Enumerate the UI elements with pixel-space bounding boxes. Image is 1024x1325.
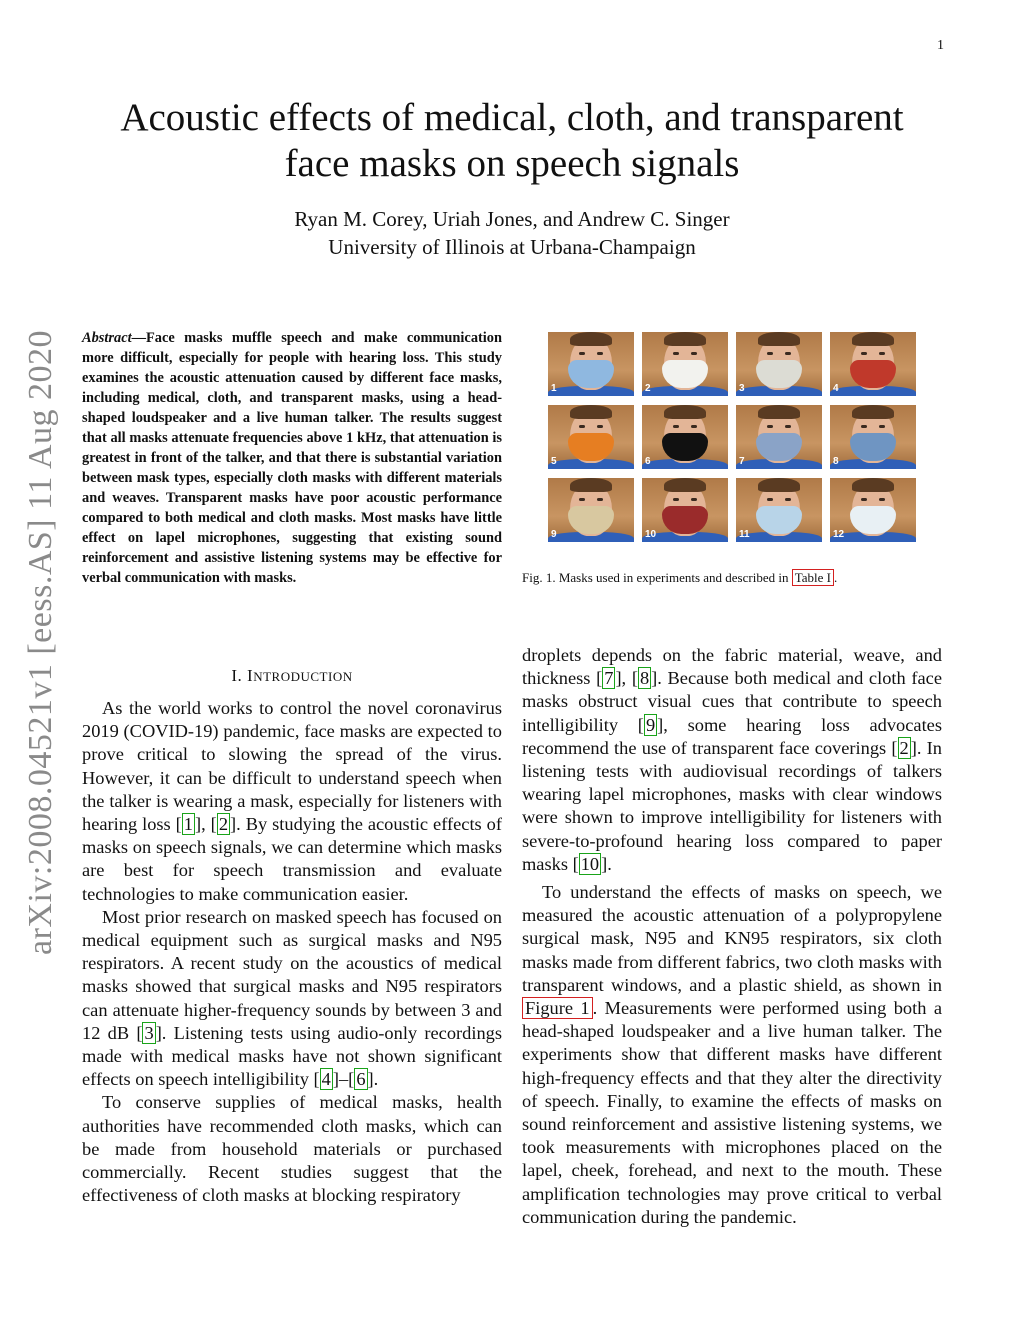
mask-number-label: 4 — [833, 383, 839, 394]
mask-number-label: 7 — [739, 456, 745, 467]
citation-link[interactable]: 4 — [321, 1069, 331, 1090]
eye — [879, 352, 885, 355]
arxiv-stamp: arXiv:2008.04521v1 [eess.AS] 11 Aug 2020 — [22, 329, 59, 955]
abstract — [82, 328, 502, 588]
hair — [852, 405, 894, 419]
mask-photo-3 — [736, 332, 822, 396]
mask-number-label: 1 — [551, 383, 557, 394]
eye — [767, 498, 773, 501]
text: . Measurements were performed using both a head-shaped loudspeaker and a live human talker. The experiments show that different masks have different high-frequency effects and that they alter the directivity of speech. Finally, to examine the effects of masks on sound reinforcement and assistive listening systems, we took measurements with microphones placed on the lapel, cheek, forehead, and next to the mouth. These amplification technologies may prove critical to verbal communication during the pandemic. — [522, 998, 942, 1227]
mask-photo-5 — [548, 405, 634, 469]
eye — [767, 352, 773, 355]
text: ]. Because both medical and cloth face masks obstruct visual cues that contribute to speech intelligibility [ — [522, 668, 942, 735]
eye — [691, 425, 697, 428]
mask-photo-2 — [642, 332, 728, 396]
text: ]. In listening tests with audiovisual recordings of talkers wearing lapel microphones, masks with clear windows were shown to improve intelligibility for listeners with severe-to-profound hearing loss compared to paper masks [ — [522, 737, 943, 874]
intro-right-column — [522, 644, 942, 1229]
hair — [570, 405, 612, 419]
paragraph — [82, 697, 502, 906]
mask-photo-9 — [548, 478, 634, 542]
eye — [691, 352, 697, 355]
mask-photo-12 — [830, 478, 916, 542]
mask-photo-1 — [548, 332, 634, 396]
section-first-letter: I — [247, 666, 254, 685]
hair — [664, 405, 706, 419]
text: ]–[ — [332, 1069, 355, 1090]
intro-left-column — [82, 697, 502, 1207]
section-heading-introduction — [82, 666, 502, 686]
abstract-label: Abstract — [82, 330, 132, 346]
paragraph: To conserve supplies of medical masks, health authorities have recommended cloth masks, which can be made from household materials or purchased commercially. Recent studies suggest that the effectiveness of cloth masks at blocking respiratory — [82, 1092, 502, 1206]
text: ], [ — [195, 814, 217, 835]
text: droplets depends on the fabric material, weave, and thickness [ — [522, 645, 942, 689]
mask-photo-8 — [830, 405, 916, 469]
face-mask — [662, 360, 708, 388]
citation-link[interactable]: 3 — [144, 1022, 154, 1043]
citation-link[interactable]: 7 — [604, 668, 614, 689]
eye — [861, 498, 867, 501]
eye — [691, 498, 697, 501]
paragraph — [82, 906, 502, 1092]
citation-link[interactable]: 6 — [356, 1069, 366, 1090]
face-mask — [756, 506, 802, 534]
eye — [861, 352, 867, 355]
text: ], [ — [615, 668, 638, 689]
authors: Ryan M. Corey, Uriah Jones, and Andrew C. Singer — [294, 207, 730, 231]
eye — [879, 425, 885, 428]
citation-link[interactable]: 10 — [580, 853, 600, 874]
title-line-1: Acoustic effects of medical, cloth, and transparent — [120, 96, 904, 139]
face-mask — [850, 506, 896, 534]
mask-photo-4 — [830, 332, 916, 396]
abstract-text: —Face masks muffle speech and make communication more difficult, especially for people with hearing loss. This study examines the acoustic attenuation caused by different face masks, including medical, cloth, and transparent masks, using a head-shaped loudspeaker and a live human talker. The results suggest that all masks attenuate frequencies above 1 kHz, that attenuation is greatest in front of the talker, and that there is substantial variation between mask types, especially cloth masks with different materials and weaves. Transparent masks have poor acoustic performance compared to both medical and cloth masks. Most masks have little effect on lapel microphones, suggesting that existing sound reinforcement and assistive listening systems may be effective for verbal communication with masks. — [82, 330, 502, 586]
mask-number-label: 5 — [551, 456, 557, 467]
face-mask — [568, 506, 614, 534]
eye — [579, 352, 585, 355]
caption-text: . — [833, 570, 838, 585]
eye — [785, 425, 791, 428]
text: ]. Listening tests using audio-only recordings made with medical masks have not shown significant effects on speech intelligibility [ — [82, 1022, 502, 1090]
hair — [664, 478, 706, 492]
mask-number-label: 11 — [739, 529, 750, 540]
face-mask — [662, 433, 708, 461]
eye — [879, 498, 885, 501]
author-block — [80, 205, 944, 261]
eye — [861, 425, 867, 428]
eye — [597, 425, 603, 428]
hair — [758, 478, 800, 492]
face-mask — [662, 506, 708, 534]
eye — [597, 498, 603, 501]
caption-text: Fig. 1. Masks used in experiments and described in — [522, 570, 792, 585]
citation-link[interactable]: 2 — [218, 814, 229, 835]
affiliation: University of Illinois at Urbana-Champaign — [328, 235, 696, 259]
text: To understand the effects of masks on speech, we measured the acoustic attenuation of a polypropylene surgical mask, N95 and KN95 respirators, six cloth masks made from different fabrics, two cloth masks with transparent windows, and a plastic shield, as shown in — [522, 882, 942, 995]
figure-ref-link[interactable]: Figure 1 — [522, 997, 593, 1019]
paragraph — [522, 881, 942, 1229]
mask-number-label: 2 — [645, 383, 651, 394]
eye — [673, 498, 679, 501]
face-mask — [756, 360, 802, 388]
face-mask — [568, 433, 614, 461]
mask-photo-10 — [642, 478, 728, 542]
hair — [852, 478, 894, 492]
mask-number-label: 3 — [739, 383, 745, 394]
hair — [758, 332, 800, 346]
mask-photo-11 — [736, 478, 822, 542]
eye — [597, 352, 603, 355]
mask-number-label: 8 — [833, 456, 839, 467]
text: Most prior research on masked speech has focused on medical equipment such as surgical masks and N95 respirators. A recent study on the acoustics of medical masks showed that surgical masks and N95 respirators can attenuate higher-frequency sounds by between 3 and 12 dB [ — [82, 906, 502, 1043]
mask-number-label: 6 — [645, 456, 651, 467]
eye — [785, 352, 791, 355]
citation-link[interactable]: 9 — [645, 714, 656, 735]
paper-title — [80, 95, 944, 187]
mask-number-label: 12 — [833, 529, 845, 540]
eye — [767, 425, 773, 428]
citation-link[interactable]: 2 — [899, 737, 909, 758]
eye — [673, 425, 679, 428]
citation-link[interactable]: 1 — [183, 814, 193, 835]
text: ]. — [367, 1069, 379, 1090]
figure-caption — [522, 570, 942, 586]
face-mask — [756, 433, 802, 461]
text: ]. — [601, 853, 612, 874]
face-mask — [568, 360, 614, 388]
eye — [579, 498, 585, 501]
mask-photo-6 — [642, 405, 728, 469]
section-numeral: I. — [231, 666, 248, 685]
face-mask — [850, 360, 896, 388]
text: ], some hearing loss advocates recommend the use of transparent face coverings [ — [522, 714, 943, 758]
mask-number-label: 9 — [551, 529, 557, 540]
paragraph — [522, 644, 942, 876]
text: As the world works to control the novel coronavirus 2019 (COVID-19) pandemic, face masks are expected to prove critical to slowing the spread of the virus. However, it can be difficult to understand speech when the talker is wearing a mask, especially for listeners with hearing loss [ — [82, 698, 502, 835]
mask-number-label: 10 — [645, 529, 657, 540]
eye — [579, 425, 585, 428]
section-rest: NTRODUCTION — [253, 669, 353, 684]
hair — [570, 332, 612, 346]
table-ref-link[interactable]: Table I — [792, 569, 834, 586]
citation-link[interactable]: 8 — [639, 668, 650, 689]
face-mask — [850, 433, 896, 461]
figure-mask-grid — [548, 332, 920, 542]
hair — [758, 405, 800, 419]
hair — [852, 332, 894, 346]
hair — [570, 478, 612, 492]
mask-photo-7 — [736, 405, 822, 469]
title-line-2: face masks on speech signals — [284, 142, 740, 185]
text: ]. By studying the acoustic effects of masks on speech signals, we can determine which masks are best for speech transmission and evaluate technologies to make communication easier. — [82, 814, 502, 904]
eye — [673, 352, 679, 355]
eye — [785, 498, 791, 501]
hair — [664, 332, 706, 346]
page-number: 1 — [937, 38, 944, 53]
